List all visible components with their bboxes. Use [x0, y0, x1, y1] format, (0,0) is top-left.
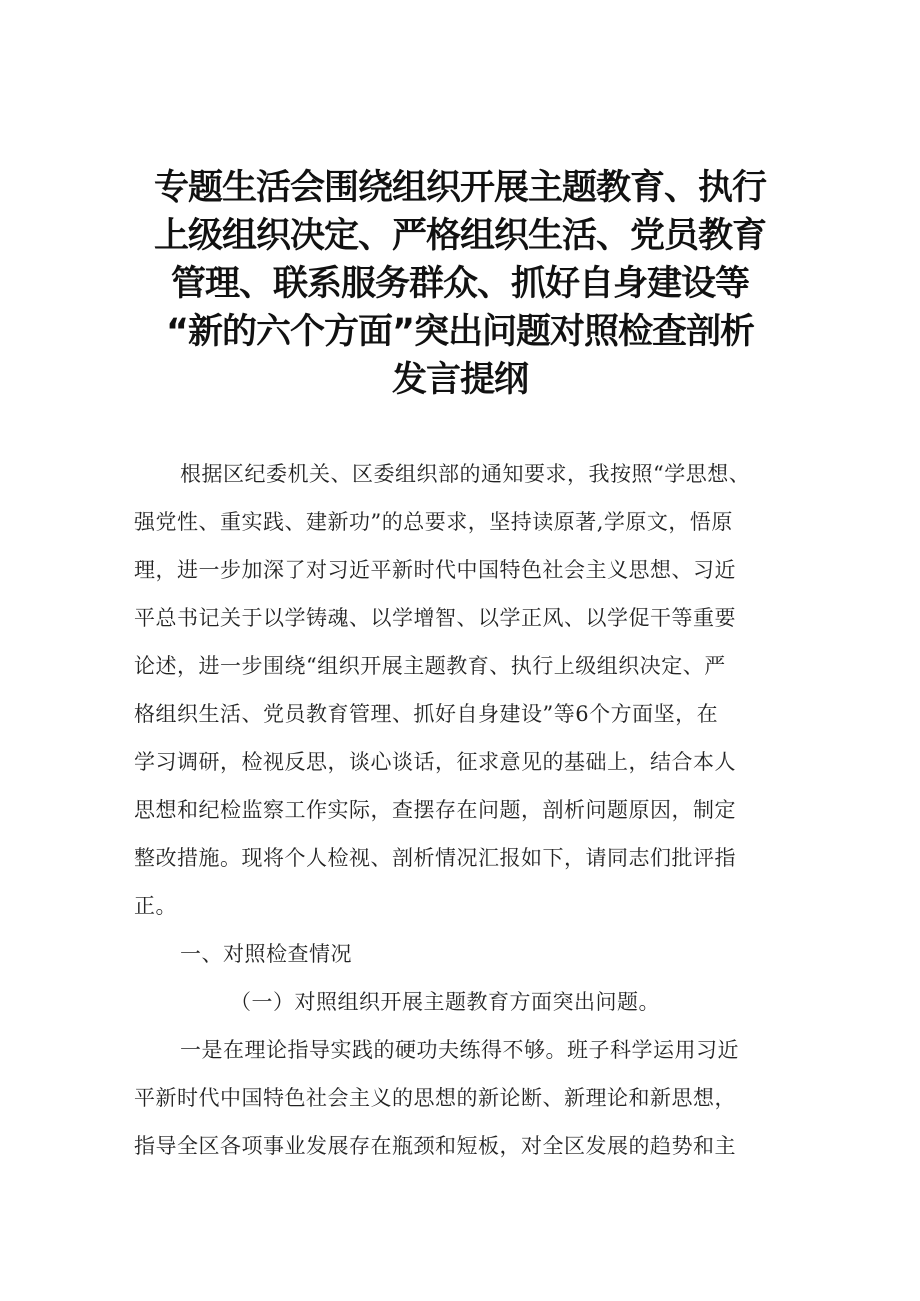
paragraph-line: 整改措施。现将个人检视、剖析情况汇报如下，请同志们批评指 — [134, 846, 736, 870]
paragraph-line: 根据区纪委机关、区委组织部的通知要求，我按照“学思想、 — [180, 462, 751, 486]
title-line: 管理、联系服务群众、抓好自身建设等 — [170, 264, 749, 304]
paragraph-line: 平总书记关于以学铸魂、以学增智、以学正风、以学促干等重要 — [134, 606, 736, 630]
paragraph-line: 强党性、重实践、建新功”的总要求，坚持读原著,学原文，悟原 — [134, 510, 733, 534]
document-title — [120, 164, 800, 404]
paragraph-line: 学习调研，检视反思，谈心谈话，征求意见的基础上，结合本人 — [134, 750, 736, 774]
paragraph-line: 理，进一步加深了对习近平新时代中国特色社会主义思想、习近 — [134, 558, 736, 582]
paragraph-line: 指导全区各项事业发展存在瓶颈和短板，对全区发展的趋势和主 — [134, 1134, 736, 1158]
paragraph-line: 正。 — [134, 894, 177, 918]
title-line: 发言提纲 — [391, 360, 528, 400]
title-line: 专题生活会围绕组织开展主题教育、执行 — [153, 168, 766, 208]
title-line: 上级组织决定、严格组织生活、党员教育 — [153, 216, 766, 256]
paragraph-line: 思想和纪检监察工作实际，查摆存在问题，剖析问题原因，制定 — [134, 798, 736, 822]
subsection-heading: （一）对照组织开展主题教育方面突出问题。 — [230, 990, 660, 1014]
title-line: “新的六个方面”突出问题对照检查剖析 — [165, 312, 754, 352]
paragraph-line: 论述，进一步围绕“组织开展主题教育、执行上级组织决定、严 — [134, 654, 726, 678]
paragraph-line: 平新时代中国特色社会主义的思想的新论断、新理论和新思想， — [134, 1086, 736, 1110]
section-heading: 一、对照检查情况 — [180, 942, 352, 966]
paragraph-line: 格组织生活、党员教育管理、抓好自身建设”等6个方面坚，在 — [134, 702, 719, 726]
paragraph-line: 一是在理论指导实践的硬功夫练得不够。班子科学运用习近 — [180, 1038, 739, 1062]
document-body — [134, 450, 804, 1170]
